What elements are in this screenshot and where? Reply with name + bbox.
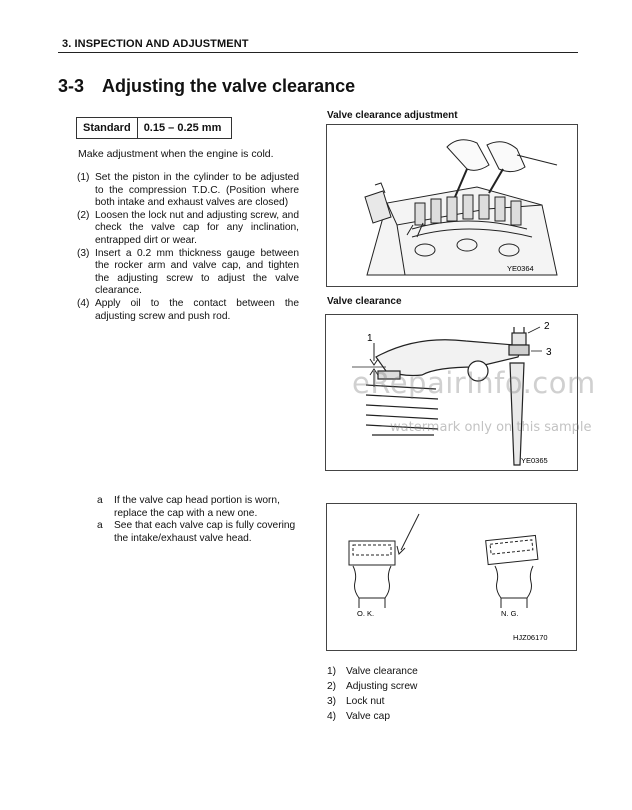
watermark-site: eRepairInfo.com [352,366,596,400]
note-bullet: a [97,520,103,532]
steps-list [77,172,299,323]
legend-item [327,679,418,694]
step-number: (1) [77,172,90,183]
legend-number: 4) [327,711,337,722]
step-item [77,298,299,323]
legend-text: Valve cap [346,711,390,722]
fig2-caption: Valve clearance [327,296,402,307]
figure-legend [327,664,418,724]
legend-item [327,709,418,724]
fig3-valve-cap-figure [326,503,577,651]
note-text: If the valve cap head portion is worn, replace the cap with a new one. [114,495,280,519]
fig2-callout-3: 3 [546,347,552,358]
fig1-drawing [327,125,577,286]
section-header: 3. INSPECTION AND ADJUSTMENT [62,38,249,50]
legend-text: Lock nut [346,696,385,707]
step-number: (4) [77,297,90,309]
note-item [97,520,299,545]
notes-list [97,495,299,545]
step-item [77,210,299,248]
step-text: Set the piston in the cylinder to be adjusted to the compression T.D.C. (Position where both intake and exhaust valves are closed) [95,172,299,209]
step-item [77,172,299,210]
legend-number: 2) [327,681,337,692]
note-text: See that each valve cap is fully covering the intake/exhaust valve head. [114,520,296,544]
step-number: (2) [77,209,90,221]
legend-item [327,664,418,679]
legend-number: 1) [327,666,337,677]
legend-item [327,694,418,709]
fig3-ok-label: O. K. [357,609,375,618]
fig3-code: HJZ06170 [513,633,548,642]
fig3-drawing [327,504,576,650]
fig1-caption: Valve clearance adjustment [327,110,458,121]
watermark-note: watermark only on this sample [390,420,592,435]
fig1-code: YE0364 [507,264,534,273]
step-text: Insert a 0.2 mm thickness gauge between the rocker arm and valve cap, and tighten the adjusting screw to adjust the valve clearance. [95,247,299,297]
step-item [77,248,299,298]
standard-table [76,117,232,139]
note-bullet: a [97,495,103,506]
fig2-callout-1: 1 [367,333,373,344]
fig2-code: YE0365 [521,456,548,465]
step-text: Apply oil to the contact between the adjusting screw and push rod. [95,297,299,322]
legend-text: Adjusting screw [346,681,418,692]
legend-number: 3) [327,696,337,707]
intro-text: Make adjustment when the engine is cold. [78,148,274,160]
step-number: (3) [77,247,90,259]
standard-label: Standard [77,118,138,139]
section-title: Adjusting the valve clearance [102,76,356,96]
note-item [97,495,299,520]
fig1-valve-adjustment-figure [326,124,578,287]
legend-text: Valve clearance [346,666,418,677]
section-number: 3-3 [58,76,85,96]
standard-value: 0.15 – 0.25 mm [137,118,232,139]
page-title [58,76,355,97]
step-text: Loosen the lock nut and adjusting screw, and check the valve cap for any inclination, entrapped dirt or wear. [95,209,299,246]
fig3-ng-label: N. G. [501,609,519,618]
header-rule [58,52,578,53]
fig2-callout-2: 2 [544,321,550,332]
